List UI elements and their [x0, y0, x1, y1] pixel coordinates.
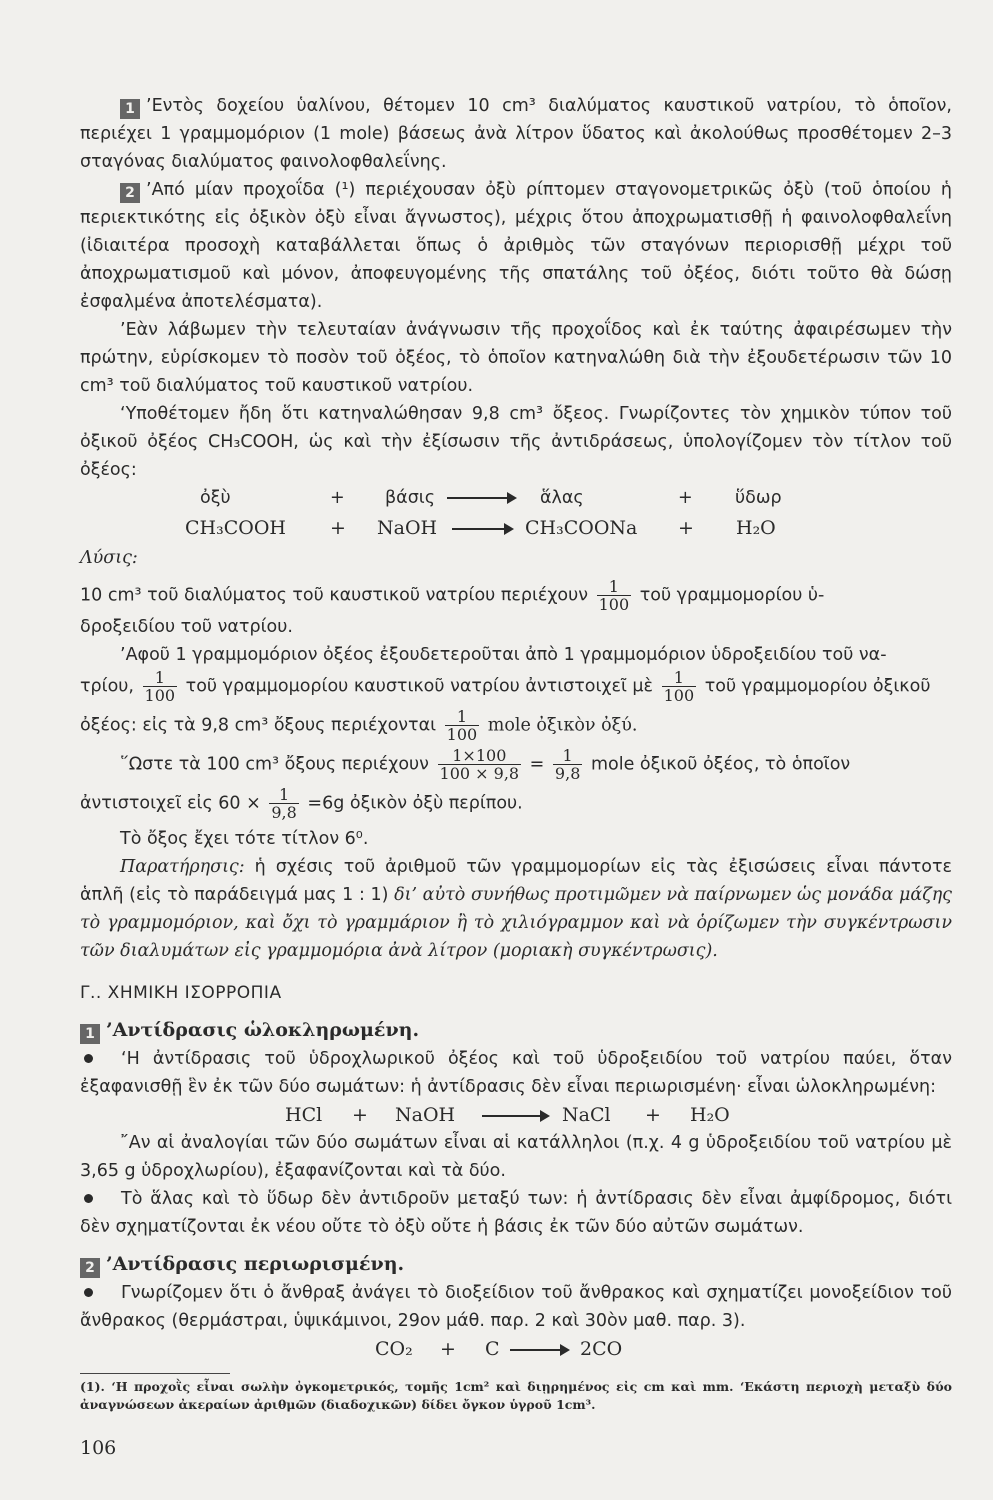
s1-text-b: τοῦ γραμμομορίου ὑ-: [639, 585, 825, 606]
paragraph-proportions: ῎Αν αἱ ἀναλογίαι τῶν δύο σωμάτων εἶναι αἱ κατάλληλοι (π.χ. 4 g ὑδροξειδίου τοῦ νατρίου μὲ 3,65 g ὑδροχλωρίου), ἐξαφανίζονται καὶ τὰ δύο.: [80, 1133, 952, 1181]
bullet-paragraph-1: [80, 1045, 952, 1101]
solution-line-2: ’Αφοῦ 1 γραμμομόριον ὀξέος ἐξουδετεροῦται ἀπὸ 1 γραμμομόριον ὑδροξειδίου τοῦ να-: [120, 645, 887, 665]
bullet-icon-2: [84, 1194, 93, 1203]
subheading-badge-1: 1: [80, 1024, 100, 1044]
eq1-water: ὕδωρ: [735, 488, 782, 508]
bullet-1-text: ‘Η ἀντίδρασις τοῦ ὑδροχλωρικοῦ ὀξέος καὶ τοῦ ὑδροξειδίου τοῦ νατρίου παύει, ὅταν ἐξαφανισθῇ ἓν ἐκ τῶν δύο σωμάτων: ἡ ἀντίδρασις δὲν εἶναι περιωρισμένη· εἶναι ὡλοκληρωμένη:: [80, 1049, 952, 1097]
eq3-water: H₂O: [690, 1104, 730, 1126]
fraction-1-100-b: $\frac{1}{100}$: [144, 668, 176, 705]
bullet-icon: [84, 1054, 93, 1063]
section-heading: Γ.. ΧΗΜΙΚΗ ΙΣΟΡΡΟΠΙΑ: [80, 983, 282, 1003]
word-equation: [80, 484, 952, 512]
eq1-plus-2: +: [678, 488, 693, 508]
eq2-arrow: [452, 512, 512, 544]
remark: [80, 853, 952, 965]
eq1-plus: +: [330, 488, 345, 508]
s3-text-b: mole ὀξικὸν ὀξύ.: [487, 715, 638, 736]
eq3-plus-2: +: [645, 1104, 661, 1126]
solution-line-2b: [80, 669, 952, 704]
solution-line-1b: δροξειδίου τοῦ νατρίου.: [80, 617, 293, 637]
step-badge-2: 2: [120, 183, 140, 203]
eq2-plus-2: +: [678, 517, 694, 539]
s2-text: τρίου,: [80, 676, 134, 697]
eq1-salt: ἅλας: [540, 488, 584, 508]
fraction-1-100-d: $\frac{1}{100}$: [446, 707, 478, 744]
eq3-naoh: NaOH: [395, 1104, 456, 1126]
s1-text: 10 cm³ τοῦ διαλύματος τοῦ καυστικοῦ νατρίου περιέχουν: [80, 585, 589, 606]
solution-line-1: [80, 578, 952, 613]
eq2-sodium-acetate: CH₃COONa: [525, 517, 638, 539]
bullet-paragraph-2: [80, 1185, 952, 1241]
fraction-100-calc: $\frac{1\times 100}{100 \times 9,8}$: [439, 746, 520, 783]
s3-text: ὀξέος: εἰς τὰ 9,8 cm³ ὄξους περιέχονται: [80, 715, 437, 736]
eq4-co2: CO₂: [375, 1338, 413, 1360]
s5-text-b: =6g ὀξικὸν ὀξὺ περίπου.: [307, 793, 523, 814]
remark-text: ἡ σχέσις τοῦ ἀριθμοῦ τῶν γραμμομορίων εἰς τὰς ἐξισώσεις εἶναι πάντοτε ἁπλῆ (εἰς τὸ παράδειγμά μας 1 : 1): [80, 857, 952, 905]
subheading-1-text: ’Αντίδρασις ὡλοκληρωμένη.: [106, 1019, 420, 1041]
solution-line-3: [80, 708, 952, 743]
subheading-2-text: ’Αντίδρασις περιωρισμένη.: [106, 1253, 405, 1275]
subheading-2: [80, 1249, 952, 1279]
eq2-water: H₂O: [736, 517, 776, 539]
paragraph-2-text: ’Από μίαν προχοΐδα (¹) περιέχουσαν ὀξὺ ρίπτομεν σταγονομετρικῶς ὀξὺ (τοῦ ὁποίου ἡ περιεκτικότης εἰς ὀξικὸν ὀξὺ εἶναι ἄγνωστος), μέχρις ὅτου ἀποχρωματισθῇ ἡ φαινολοφθαλεΐνη (ἰδιαιτέρα προσοχὴ καταβάλλεται ὅπως ὁ ἀριθμὸς τῶν σταγόνων περιορισθῇ μέχρι τοῦ ἀποχρωματισμοῦ καὶ μόνον, ἀποφευγομένης τῆς σπατάλης τοῦ ὀξέος, διότι τοῦτο θὰ δώσῃ ἐσφαλμένα ἀποτελέσματα).: [80, 180, 952, 312]
bullet-paragraph-3: [80, 1279, 952, 1335]
remark-italic: δι’ αὐτὸ συνήθως προτιμῶμεν νὰ παίρνωμεν ὡς μονάδα μάζης τὸ γραμμομόριον, καὶ ὄχι τὸ γραμμάριον ἢ τὸ χιλιόγραμμον καὶ νὰ ὁρίζωμεν τὴν συγκέντρωσιν τῶν διαλυμάτων εἰς γραμμομόρια ἀνὰ λίτρον (μοριακὴ συγκέντρωσις).: [80, 885, 952, 961]
eq4-co: 2CO: [580, 1338, 623, 1360]
chemical-equation-acetic: [80, 512, 952, 544]
paragraph-3: ’Εὰν λάβωμεν τὴν τελευταίαν ἀνάγνωσιν τῆς προχοΐδος καὶ ἐκ ταύτης ἀφαιρέσωμεν τὴν πρώτην, εὑρίσκομεν τὸ ποσὸν τοῦ ὀξέος, τὸ ὁποῖον κατηναλώθη διὰ τὴν ἐξουδετέρωσιν τῶν 10 cm³ τοῦ διαλύματος τοῦ καυστικοῦ νατρίου.: [80, 320, 952, 396]
eq2-acetic-acid: CH₃COOH: [185, 517, 286, 539]
chemical-equation-hcl: [80, 1101, 952, 1129]
bullet-2-text: Τὸ ἅλας καὶ τὸ ὕδωρ δὲν ἀντιδροῦν μεταξύ των: ἡ ἀντίδρασις δὲν εἶναι ἀμφίδρομος, διότι δὲν σχηματίζονται ἐκ νέου οὔτε τὸ ὀξὺ οὔτε ἡ βάσις ἐκ τῶν δύο αὐτῶν σωμάτων.: [80, 1189, 952, 1237]
bullet-3-text: Γνωρίζομεν ὅτι ὁ ἄνθραξ ἀνάγει τὸ διοξείδιον τοῦ ἄνθρακος καὶ σχηματίζει μονοξείδιον τοῦ ἄνθρακος (θερμάστραι, ὑψικάμινοι, 29ον μάθ. παρ. 2 καὶ 30ὸν μαθ. παρ. 3).: [80, 1283, 952, 1331]
fraction-1-9-8-b: $\frac{1}{9,8}$: [271, 785, 297, 822]
bullet-icon-3: [84, 1288, 93, 1297]
solution-line-4: [80, 747, 952, 782]
eq3-plus: +: [352, 1104, 368, 1126]
s2-text-c: τοῦ γραμμομορίου καυστικοῦ νατρίου ἀντιστοιχεῖ μὲ: [185, 676, 654, 697]
paragraph-1-text: ’Εντὸς δοχείου ὑαλίνου, θέτομεν 10 cm³ διαλύματος καυστικοῦ νατρίου, τὸ ὁποῖον, περιέχει 1 γραμμομόριον (1 mole) βάσεως ἀνὰ λίτρον ὕδατος καὶ ἀκολούθως προσθέτομεν 2–3 σταγόνας διαλύματος φαινολοφθαλεΐνης.: [80, 96, 952, 172]
s4-equals: =: [529, 754, 545, 775]
paragraph-2: [80, 176, 952, 316]
s4-text: ῞Ωστε τὰ 100 cm³ ὄξους περιέχουν: [120, 754, 429, 775]
subheading-badge-2: 2: [80, 1258, 100, 1278]
solution-label: Λύσις:: [80, 548, 138, 568]
page-number: 106: [80, 1437, 117, 1459]
paragraph-1: [80, 92, 952, 176]
paragraph-4: ‘Υποθέτομεν ἤδη ὅτι κατηναλώθησαν 9,8 cm³ ὄξεος. Γνωρίζοντες τὸν χημικὸν τύπον τοῦ ὀξικοῦ ὀξέος CH₃COOH, ὡς καὶ τὴν ἐξίσωσιν τῆς ἀντιδράσεως, ὑπολογίζομεν τὸν τίτλον τοῦ ὀξέος:: [80, 404, 952, 480]
eq2-plus: +: [330, 517, 346, 539]
chemical-equation-co: [80, 1335, 952, 1363]
fraction-1-100: $\frac{1}{100}$: [598, 577, 630, 614]
fraction-1-100-c: $\frac{1}{100}$: [663, 668, 695, 705]
page-content: [80, 92, 952, 1414]
eq2-naoh: NaOH: [377, 517, 438, 539]
eq3-hcl: HCl: [285, 1104, 323, 1126]
fraction-1-9-8: $\frac{1}{9,8}$: [554, 746, 581, 783]
eq4-carbon: C: [485, 1338, 500, 1360]
eq3-arrow: [482, 1101, 548, 1129]
s5-text: ἀντιστοιχεῖ εἰς 60 ×: [80, 793, 261, 814]
remark-label: Παρατήρησις:: [120, 857, 245, 877]
footnote: (1). ‘Η προχοῒς εἶναι σωλὴν ὀγκομετρικός, τομῆς 1cm² καὶ διῃρημένος εἰς cm καὶ mm. ‘Εκάστη περιοχὴ μεταξὺ δύο ἀναγνώσεων ἀκεραίων ἀριθμῶν (διαδοχικῶν) δίδει ὄγκον ὑγροῦ 1cm³.: [80, 1379, 952, 1412]
footnote-rule: [80, 1373, 230, 1374]
eq4-arrow: [510, 1335, 568, 1363]
eq1-base: βάσις: [385, 488, 435, 508]
solution-line-5: [80, 786, 952, 821]
eq1-arrow: [447, 484, 515, 512]
eq1-acid: ὀξὺ: [200, 488, 231, 508]
title-result: Τὸ ὄξος ἔχει τότε τίτλον 6⁰.: [120, 829, 369, 849]
subheading-1: [80, 1015, 952, 1045]
eq3-nacl: NaCl: [562, 1104, 611, 1126]
eq4-plus: +: [440, 1338, 456, 1360]
s4-text-b: mole ὀξικοῦ ὀξέος, τὸ ὁποῖον: [590, 754, 851, 775]
step-badge-1: 1: [120, 99, 140, 119]
s2-text-d: τοῦ γραμμομορίου ὀξικοῦ: [704, 676, 931, 697]
